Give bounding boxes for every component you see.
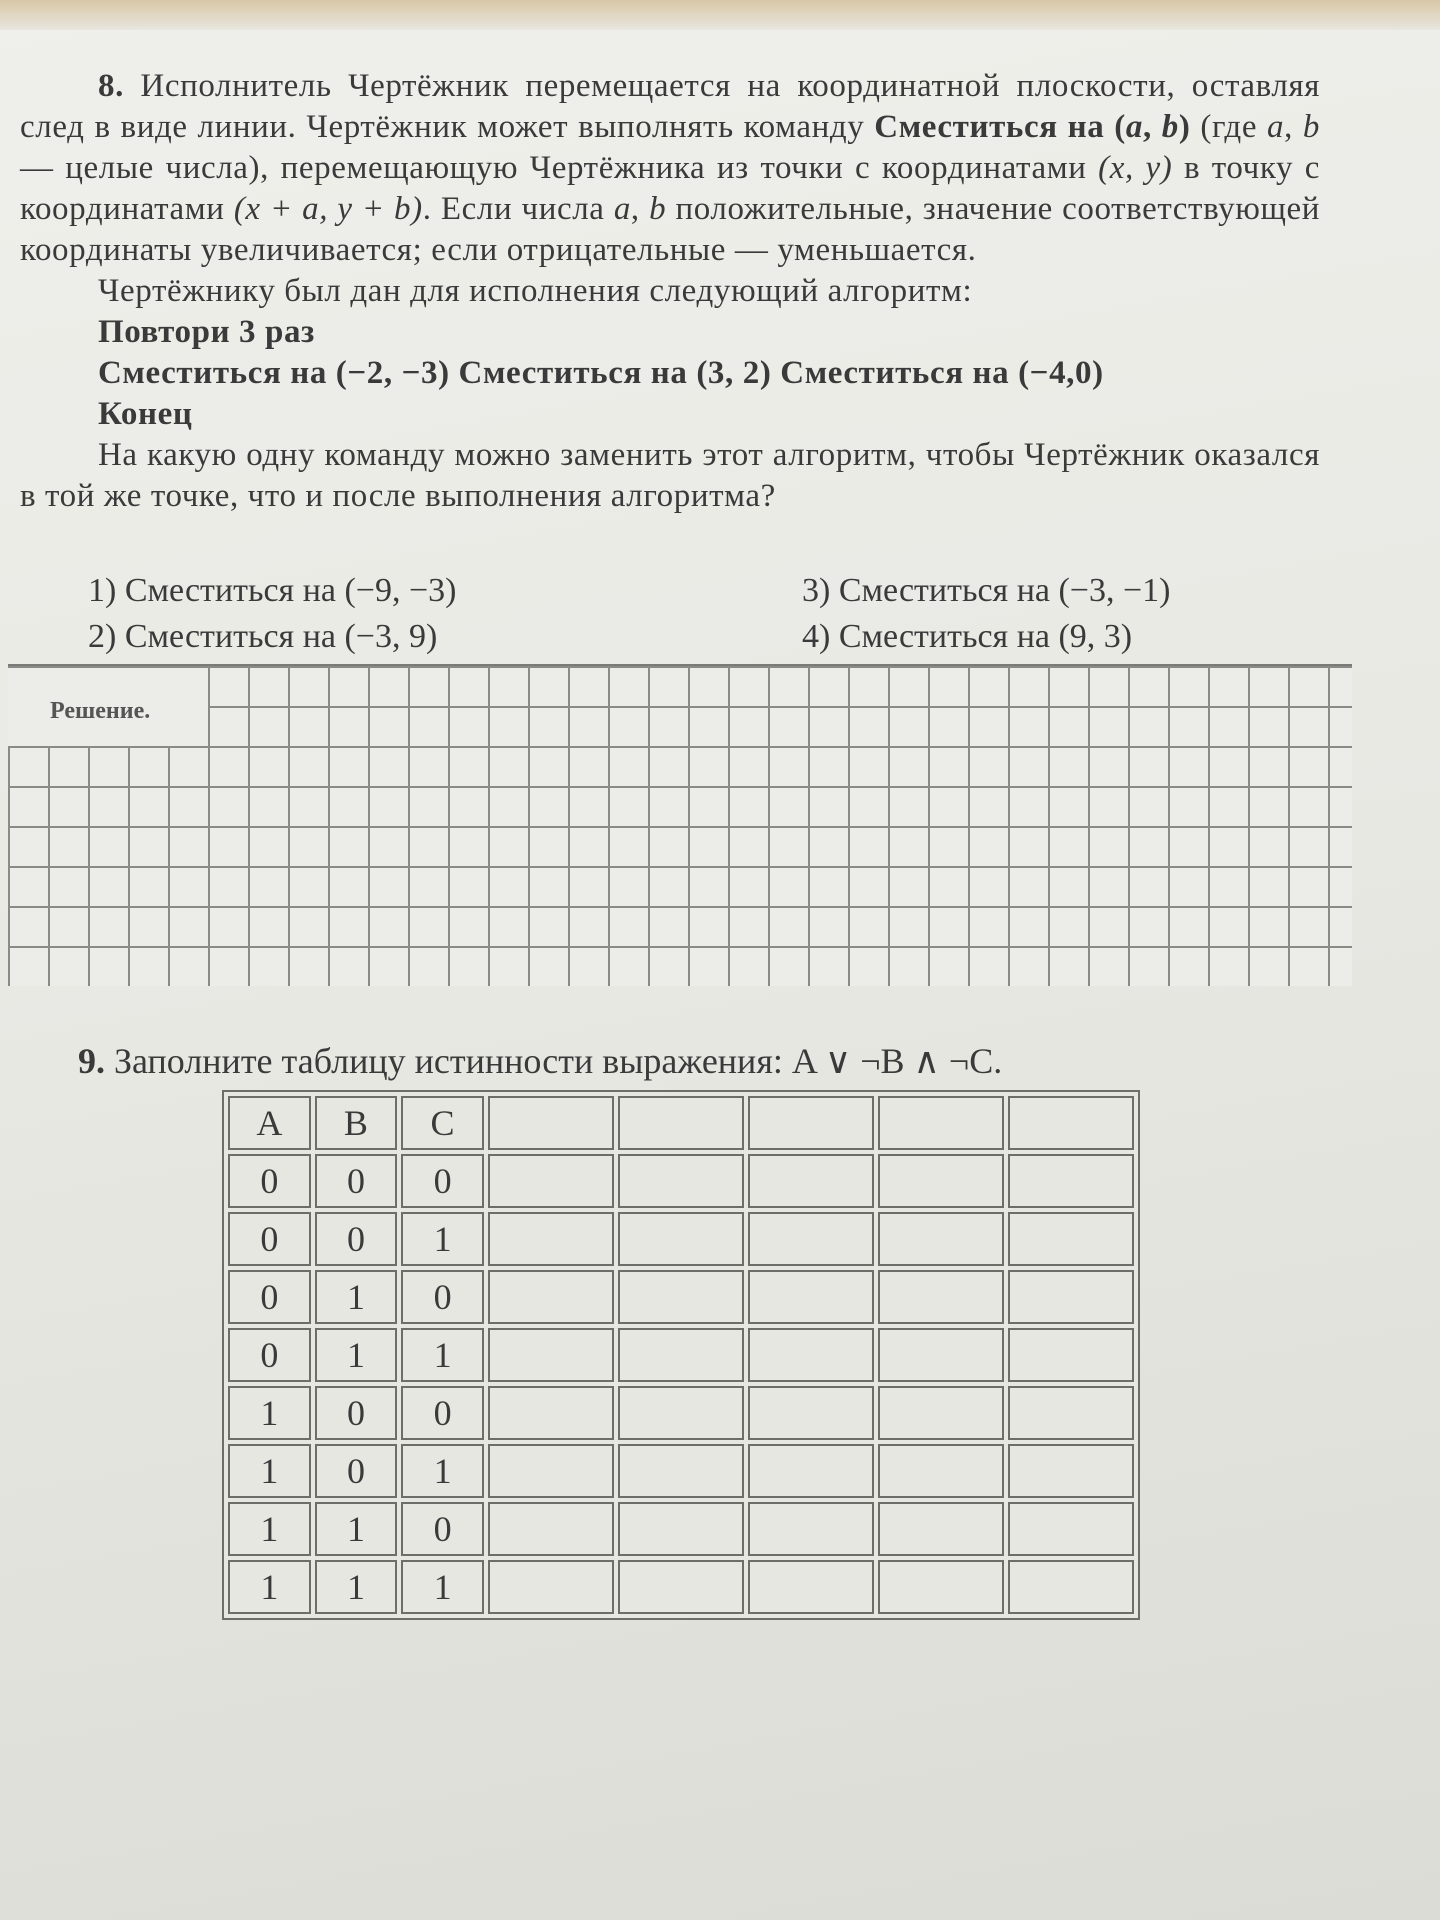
truth-table-cell: 1 <box>315 1328 398 1382</box>
task-8 <box>20 66 1320 517</box>
truth-table-empty-cell[interactable] <box>488 1502 614 1556</box>
truth-table-cell: 0 <box>228 1328 311 1382</box>
truth-table-empty-cell[interactable] <box>1008 1270 1134 1324</box>
truth-table-empty-cell[interactable] <box>488 1270 614 1324</box>
truth-table-empty-cell[interactable] <box>618 1212 744 1266</box>
truth-table-header-blank[interactable] <box>748 1096 874 1150</box>
truth-table-empty-cell[interactable] <box>1008 1328 1134 1382</box>
truth-table-cell: 1 <box>228 1444 311 1498</box>
solution-grid[interactable] <box>8 664 1352 986</box>
truth-table-empty-cell[interactable] <box>748 1560 874 1614</box>
truth-table-empty-cell[interactable] <box>618 1154 744 1208</box>
truth-table-header-row <box>228 1096 1134 1150</box>
truth-table-empty-cell[interactable] <box>1008 1154 1134 1208</box>
truth-table-empty-cell[interactable] <box>1008 1444 1134 1498</box>
algorithm-intro: Чертёжнику был дан для исполнения следующий алгоритм: <box>98 273 973 309</box>
answer-option-2: 2) Сместиться на (−3, 9) <box>88 618 438 655</box>
truth-table-row <box>228 1560 1134 1614</box>
truth-table-cell: 0 <box>315 1154 398 1208</box>
truth-table-header-blank[interactable] <box>878 1096 1004 1150</box>
truth-table-row <box>228 1212 1134 1266</box>
truth-table-cell: 0 <box>228 1154 311 1208</box>
solution-label-box <box>8 668 210 748</box>
truth-table-cell: 0 <box>228 1212 311 1266</box>
truth-table-empty-cell[interactable] <box>1008 1386 1134 1440</box>
truth-table-cell: 1 <box>315 1270 398 1324</box>
truth-table-cell: 0 <box>315 1386 398 1440</box>
answer-option-3: 3) Сместиться на (−3, −1) <box>802 572 1171 609</box>
truth-table-header-b: B <box>315 1096 398 1150</box>
truth-table-header-blank[interactable] <box>1008 1096 1134 1150</box>
truth-table-row <box>228 1386 1134 1440</box>
truth-table-empty-cell[interactable] <box>878 1386 1004 1440</box>
solution-label: Решение. <box>50 698 151 724</box>
task-9-title: 9. Заполните таблицу истинности выражения: A ∨ ¬B ∧ ¬C. <box>78 1041 1003 1081</box>
task-8-number: 8. <box>98 68 124 104</box>
task-9-number: 9. <box>78 1041 105 1081</box>
truth-table-empty-cell[interactable] <box>878 1444 1004 1498</box>
truth-table-empty-cell[interactable] <box>488 1154 614 1208</box>
truth-table-cell: 0 <box>315 1212 398 1266</box>
truth-table-cell: 0 <box>401 1502 484 1556</box>
truth-table-cell: 1 <box>401 1560 484 1614</box>
truth-table <box>222 1090 1140 1620</box>
truth-table-header-blank[interactable] <box>488 1096 614 1150</box>
truth-table-empty-cell[interactable] <box>618 1270 744 1324</box>
truth-table-empty-cell[interactable] <box>748 1212 874 1266</box>
truth-table-empty-cell[interactable] <box>618 1560 744 1614</box>
truth-table-empty-cell[interactable] <box>488 1444 614 1498</box>
algorithm-end: Конец <box>98 396 193 432</box>
truth-table-empty-cell[interactable] <box>618 1502 744 1556</box>
page-edge-shadow <box>0 0 1440 30</box>
truth-table-cell: 1 <box>401 1328 484 1382</box>
truth-table-empty-cell[interactable] <box>488 1328 614 1382</box>
truth-table-empty-cell[interactable] <box>748 1328 874 1382</box>
truth-table-cell: 1 <box>228 1560 311 1614</box>
truth-table-empty-cell[interactable] <box>878 1560 1004 1614</box>
algorithm-commands: Сместиться на (−2, −3) Сместиться на (3, 2) Сместиться на (−4,0) <box>98 355 1104 391</box>
truth-table-empty-cell[interactable] <box>618 1444 744 1498</box>
truth-table-cell: 0 <box>401 1270 484 1324</box>
truth-table-empty-cell[interactable] <box>488 1212 614 1266</box>
truth-table-row <box>228 1502 1134 1556</box>
truth-table-cell: 0 <box>401 1386 484 1440</box>
truth-table-cell: 1 <box>401 1212 484 1266</box>
truth-table-empty-cell[interactable] <box>1008 1212 1134 1266</box>
truth-table-empty-cell[interactable] <box>748 1386 874 1440</box>
truth-table-empty-cell[interactable] <box>488 1560 614 1614</box>
truth-table-row <box>228 1328 1134 1382</box>
truth-table-row <box>228 1444 1134 1498</box>
truth-table-empty-cell[interactable] <box>1008 1560 1134 1614</box>
truth-table-empty-cell[interactable] <box>878 1270 1004 1324</box>
truth-table-empty-cell[interactable] <box>878 1154 1004 1208</box>
truth-table-empty-cell[interactable] <box>1008 1502 1134 1556</box>
truth-table-row <box>228 1154 1134 1208</box>
truth-table-cell: 0 <box>401 1154 484 1208</box>
task-8-question: На какую одну команду можно заменить этот алгоритм, чтобы Чертёжник оказался в той же точке, что и после выполнения алгоритма? <box>20 437 1320 514</box>
truth-table-empty-cell[interactable] <box>878 1502 1004 1556</box>
truth-table-empty-cell[interactable] <box>618 1328 744 1382</box>
truth-table-header-a: A <box>228 1096 311 1150</box>
truth-table-row <box>228 1270 1134 1324</box>
truth-table-cell: 0 <box>315 1444 398 1498</box>
truth-table-cell: 1 <box>315 1560 398 1614</box>
truth-table-empty-cell[interactable] <box>618 1386 744 1440</box>
truth-table-empty-cell[interactable] <box>748 1502 874 1556</box>
truth-table-empty-cell[interactable] <box>748 1270 874 1324</box>
truth-table-empty-cell[interactable] <box>748 1154 874 1208</box>
truth-table-cell: 1 <box>228 1502 311 1556</box>
answer-option-4: 4) Сместиться на (9, 3) <box>802 618 1133 655</box>
answer-option-1: 1) Сместиться на (−9, −3) <box>88 572 457 609</box>
truth-table-empty-cell[interactable] <box>488 1386 614 1440</box>
truth-table-empty-cell[interactable] <box>748 1444 874 1498</box>
truth-table-empty-cell[interactable] <box>878 1328 1004 1382</box>
algorithm-repeat: Повтори 3 раз <box>98 314 315 350</box>
truth-table-header-c: C <box>401 1096 484 1150</box>
truth-table-cell: 1 <box>401 1444 484 1498</box>
truth-table-cell: 1 <box>228 1386 311 1440</box>
task-8-statement: 8. Исполнитель Чертёжник перемещается на координатной плоскости, оставляя след в виде линии. Чертёжник может выполнять команду Сместиться на (a, b) (где a, b — целые числа), перемещающую Чертёжника из точки с координатами (x, y) в точку с координатами (x + a, y + b). Если числа a, b положительные, значение соответствующей координаты увеличивается; если отрицательные — уменьшается. <box>20 68 1320 268</box>
truth-table-empty-cell[interactable] <box>878 1212 1004 1266</box>
truth-table-cell: 1 <box>315 1502 398 1556</box>
truth-table-header-blank[interactable] <box>618 1096 744 1150</box>
truth-table-cell: 0 <box>228 1270 311 1324</box>
